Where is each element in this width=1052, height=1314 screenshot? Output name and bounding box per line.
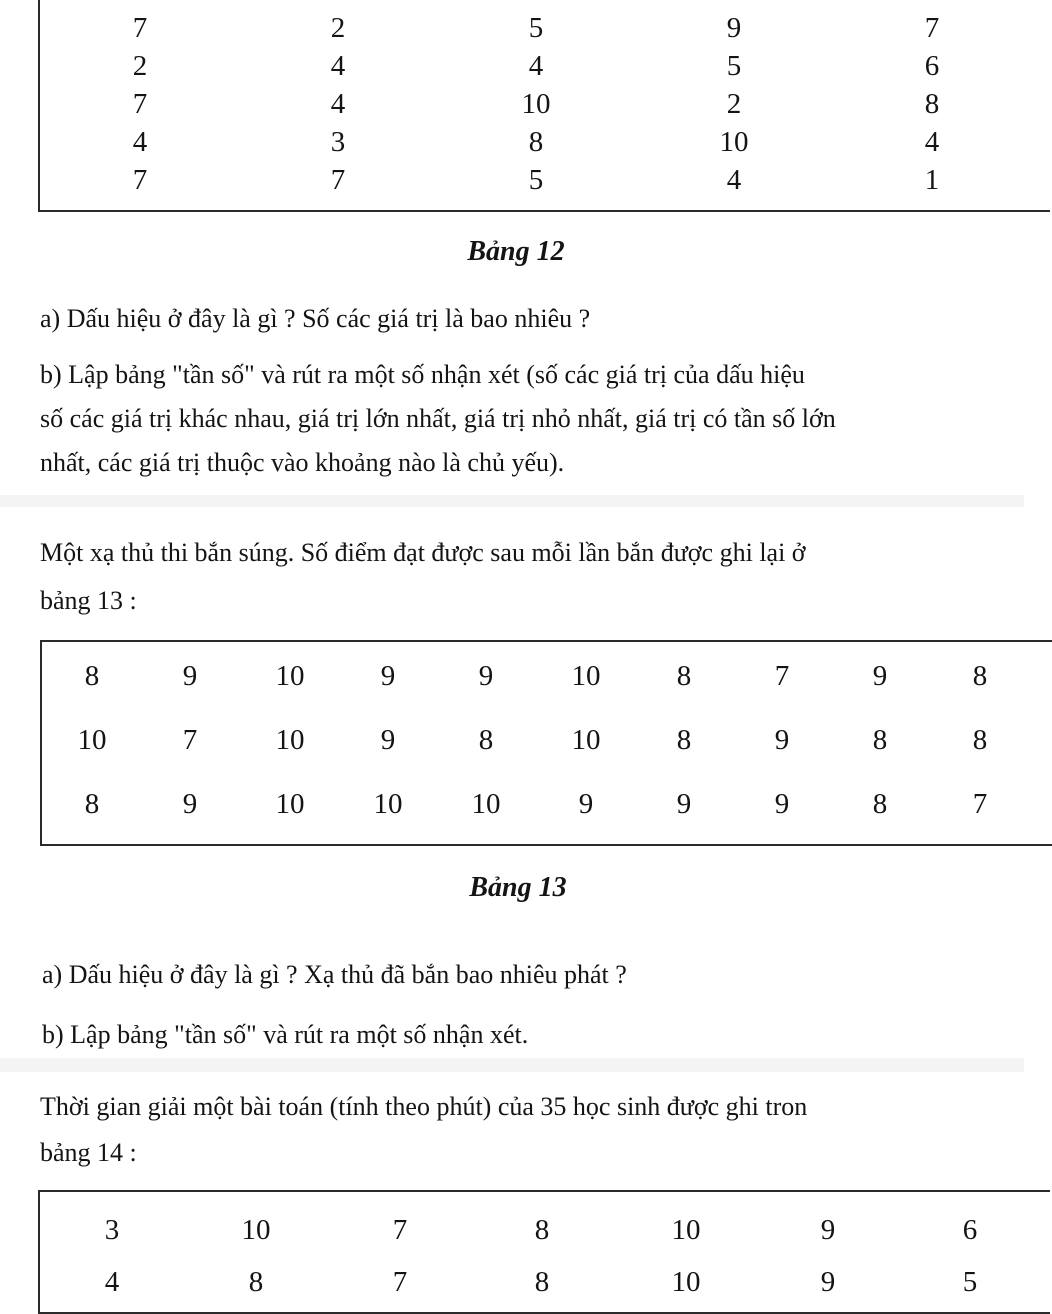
table-cell: 4 [330, 88, 346, 120]
table-cell: 2 [726, 88, 742, 120]
table-cell: 1 [924, 164, 940, 196]
table-cell: 7 [774, 660, 790, 692]
table-cell: 8 [676, 724, 692, 756]
intro-13-line-1: Một xạ thủ thi bắn súng. Số điểm đạt được sau mỗi lần bắn được ghi lại ở [40, 538, 806, 567]
table-cell: 5 [726, 50, 742, 82]
table-cell: 7 [924, 12, 940, 44]
table-cell: 4 [528, 50, 544, 82]
table-cell: 8 [872, 788, 888, 820]
table-cell: 7 [132, 88, 148, 120]
table-cell: 8 [872, 724, 888, 756]
scan-band [0, 495, 1024, 507]
table-cell: 10 [571, 724, 601, 756]
table-cell: 10 [275, 724, 305, 756]
question-12a: a) Dấu hiệu ở đây là gì ? Số các giá trị là bao nhiêu ? [40, 304, 591, 333]
data-table-13 [40, 640, 1052, 846]
table-cell: 9 [182, 788, 198, 820]
table-cell: 7 [330, 164, 346, 196]
table-cell: 3 [330, 126, 346, 158]
table-cell: 8 [248, 1266, 264, 1298]
table-cell: 10 [275, 788, 305, 820]
table-cell: 9 [478, 660, 494, 692]
table-cell: 9 [380, 660, 396, 692]
table-cell: 10 [77, 724, 107, 756]
table-cell: 5 [962, 1266, 978, 1298]
question-12b-line-3: nhất, các giá trị thuộc vào khoảng nào là chủ yếu). [40, 448, 565, 477]
table-cell: 9 [380, 724, 396, 756]
table-cell: 9 [182, 660, 198, 692]
intro-13-line-2: bảng 13 : [40, 586, 137, 615]
table-cell: 9 [820, 1266, 836, 1298]
table-cell: 9 [676, 788, 692, 820]
table-cell: 9 [578, 788, 594, 820]
table-cell: 2 [132, 50, 148, 82]
table-cell: 7 [392, 1214, 408, 1246]
table-cell: 7 [132, 12, 148, 44]
table-cell: 8 [478, 724, 494, 756]
table-cell: 6 [924, 50, 940, 82]
table-cell: 5 [528, 12, 544, 44]
intro-14-line-2: bảng 14 : [40, 1138, 137, 1167]
table-cell: 7 [972, 788, 988, 820]
table-cell: 10 [471, 788, 501, 820]
table-cell: 4 [924, 126, 940, 158]
table-cell: 8 [972, 724, 988, 756]
table-cell: 9 [774, 724, 790, 756]
table-cell: 8 [676, 660, 692, 692]
question-12b-line-1: b) Lập bảng "tần số" và rút ra một số nhận xét (số các giá trị của dấu hiệu [40, 360, 805, 389]
table-cell: 10 [719, 126, 749, 158]
data-table-14 [38, 1190, 1050, 1314]
table-cell: 10 [571, 660, 601, 692]
table-cell: 10 [521, 88, 551, 120]
table-cell: 8 [84, 788, 100, 820]
table-cell: 9 [726, 12, 742, 44]
table-cell: 3 [104, 1214, 120, 1246]
table-cell: 6 [962, 1214, 978, 1246]
table-cell: 2 [330, 12, 346, 44]
table-cell: 7 [182, 724, 198, 756]
table-cell: 10 [241, 1214, 271, 1246]
table-cell: 8 [534, 1266, 550, 1298]
table-cell: 4 [726, 164, 742, 196]
question-12b-line-2: số các giá trị khác nhau, giá trị lớn nhất, giá trị nhỏ nhất, giá trị có tần số lớn [40, 404, 836, 433]
table-cell: 9 [774, 788, 790, 820]
table-cell: 10 [373, 788, 403, 820]
table-cell: 9 [872, 660, 888, 692]
table-cell: 7 [132, 164, 148, 196]
table-cell: 9 [820, 1214, 836, 1246]
intro-14-line-1: Thời gian giải một bài toán (tính theo phút) của 35 học sinh được ghi tron [40, 1092, 808, 1121]
table-caption-12: Bảng 12 [467, 236, 565, 267]
table-cell: 8 [534, 1214, 550, 1246]
table-cell: 10 [671, 1266, 701, 1298]
table-cell: 8 [528, 126, 544, 158]
table-caption-13: Bảng 13 [469, 872, 567, 903]
table-cell: 8 [924, 88, 940, 120]
question-13a: a) Dấu hiệu ở đây là gì ? Xạ thủ đã bắn bao nhiêu phát ? [42, 960, 627, 989]
table-cell: 7 [392, 1266, 408, 1298]
scan-band [0, 1058, 1024, 1072]
table-cell: 10 [671, 1214, 701, 1246]
table-cell: 8 [972, 660, 988, 692]
table-cell: 5 [528, 164, 544, 196]
table-cell: 10 [275, 660, 305, 692]
table-cell: 4 [132, 126, 148, 158]
table-cell: 8 [84, 660, 100, 692]
table-cell: 4 [104, 1266, 120, 1298]
table-cell: 4 [330, 50, 346, 82]
data-table-12 [38, 0, 1050, 212]
question-13b: b) Lập bảng "tần số" và rút ra một số nhận xét. [42, 1020, 529, 1049]
